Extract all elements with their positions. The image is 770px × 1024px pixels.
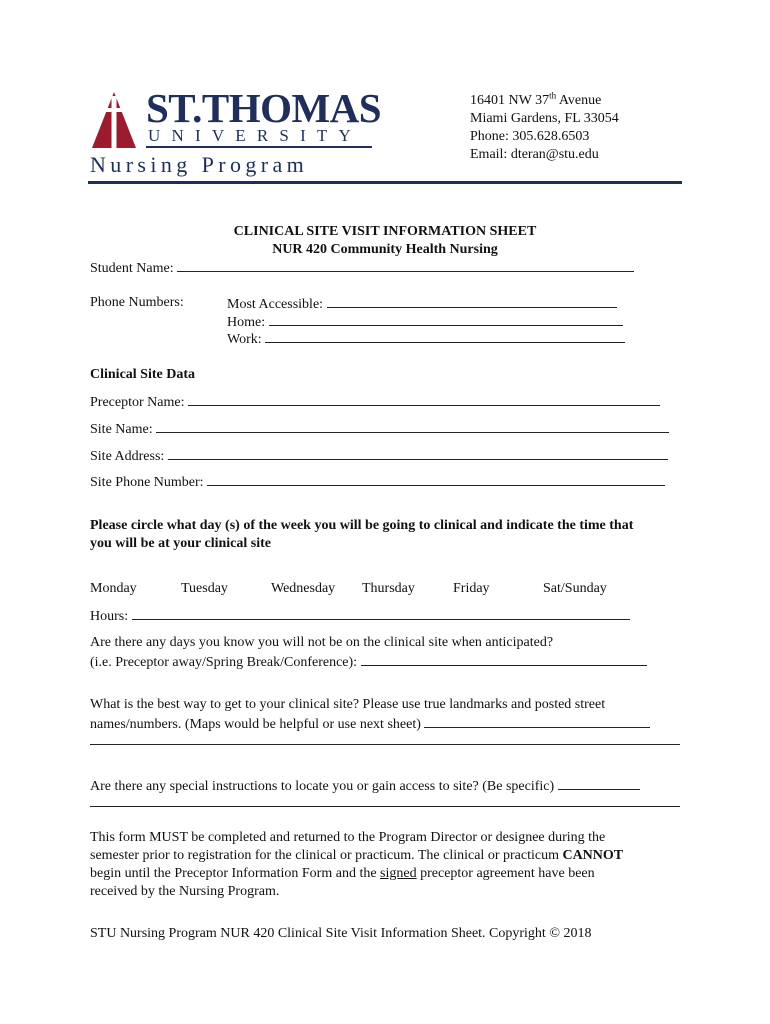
day-friday[interactable]: Friday <box>453 581 490 596</box>
site-name-row <box>90 419 669 439</box>
logo-divider <box>146 146 372 148</box>
notice-cannot: CANNOT <box>562 848 624 863</box>
home-phone-label: Home: <box>227 315 266 330</box>
notice-line3: begin until the Preceptor Information Form and the signed preceptor agreement have been <box>90 866 595 881</box>
directions-field[interactable] <box>424 714 650 728</box>
logo-program: Nursing Program <box>90 152 309 177</box>
most-accessible-field[interactable] <box>327 294 617 308</box>
notice-line4: received by the Nursing Program. <box>90 884 280 899</box>
address-street: 16401 NW 37th Avenue <box>470 90 602 108</box>
access-question-line1: Are there any special instructions to locate you or gain access to site? (Be specific) <box>90 779 555 794</box>
site-phone-field[interactable] <box>207 472 665 486</box>
access-field[interactable] <box>558 776 640 790</box>
access-field-line2[interactable] <box>90 806 680 807</box>
hours-field[interactable] <box>132 606 630 620</box>
absence-question-line1: Are there any days you know you will not be on the clinical site when anticipated? <box>90 635 554 650</box>
student-name-row <box>90 258 634 278</box>
directions-question-line2: names/numbers. (Maps would be helpful or use next sheet) <box>90 717 421 732</box>
work-phone-field[interactable] <box>265 329 625 343</box>
site-phone-label: Site Phone Number: <box>90 475 204 490</box>
logo-title: ST.THOMAS <box>146 85 382 131</box>
directions-question-line1: What is the best way to get to your clinical site? Please use true landmarks and posted street <box>90 697 606 712</box>
work-phone-label: Work: <box>227 332 262 347</box>
address-block <box>470 92 619 164</box>
university-logo-mark <box>88 92 140 148</box>
site-address-field[interactable] <box>168 446 668 460</box>
document-title: CLINICAL SITE VISIT INFORMATION SHEET <box>233 224 537 239</box>
header-divider <box>88 181 682 184</box>
footer-copyright: STU Nursing Program NUR 420 Clinical Site Visit Information Sheet. Copyright © 2018 <box>90 926 592 941</box>
directions-field-line2[interactable] <box>90 744 680 745</box>
hours-label: Hours: <box>90 609 129 624</box>
address-city: Miami Gardens, FL 33054 <box>470 111 619 126</box>
absence-question-row <box>90 652 647 672</box>
address-email: Email: dteran@stu.edu <box>470 147 599 162</box>
preceptor-name-field[interactable] <box>188 392 660 406</box>
student-name-label: Student Name: <box>90 261 174 276</box>
notice-signed: signed <box>380 866 417 881</box>
logo-university: UNIVERSITY <box>148 126 362 145</box>
work-phone-row <box>227 329 625 349</box>
preceptor-name-label: Preceptor Name: <box>90 395 185 410</box>
clinical-site-heading: Clinical Site Data <box>90 367 195 382</box>
directions-question-row <box>90 714 650 734</box>
home-phone-field[interactable] <box>269 312 623 326</box>
day-wednesday[interactable]: Wednesday <box>271 581 336 596</box>
access-question-row <box>90 776 640 796</box>
day-thursday[interactable]: Thursday <box>362 581 415 596</box>
absence-field[interactable] <box>361 652 647 666</box>
document-subtitle: NUR 420 Community Health Nursing <box>272 242 498 257</box>
notice-line1: This form MUST be completed and returned to the Program Director or designee during the <box>90 830 606 845</box>
days-instruction-line1: Please circle what day (s) of the week you will be going to clinical and indicate the time that <box>90 518 634 533</box>
day-monday[interactable]: Monday <box>90 581 137 596</box>
phone-numbers-label: Phone Numbers: <box>90 295 184 310</box>
completion-notice <box>90 829 685 901</box>
student-name-field[interactable] <box>177 258 634 272</box>
preceptor-name-row <box>90 392 660 412</box>
most-accessible-label: Most Accessible: <box>227 297 324 312</box>
site-address-row <box>90 446 668 466</box>
address-phone: Phone: 305.628.6503 <box>470 129 590 144</box>
hours-row <box>90 606 630 626</box>
notice-line2: semester prior to registration for the clinical or practicum. The clinical or practicum CANNOT <box>90 848 624 863</box>
site-name-field[interactable] <box>156 419 669 433</box>
site-name-label: Site Name: <box>90 422 153 437</box>
site-phone-row <box>90 472 665 492</box>
most-accessible-row <box>227 294 617 314</box>
absence-question-line2: (i.e. Preceptor away/Spring Break/Conference): <box>90 655 358 670</box>
site-address-label: Site Address: <box>90 449 165 464</box>
days-instruction-line2: you will be at your clinical site <box>90 536 271 551</box>
day-sat-sunday[interactable]: Sat/Sunday <box>543 581 607 596</box>
day-tuesday[interactable]: Tuesday <box>181 581 228 596</box>
